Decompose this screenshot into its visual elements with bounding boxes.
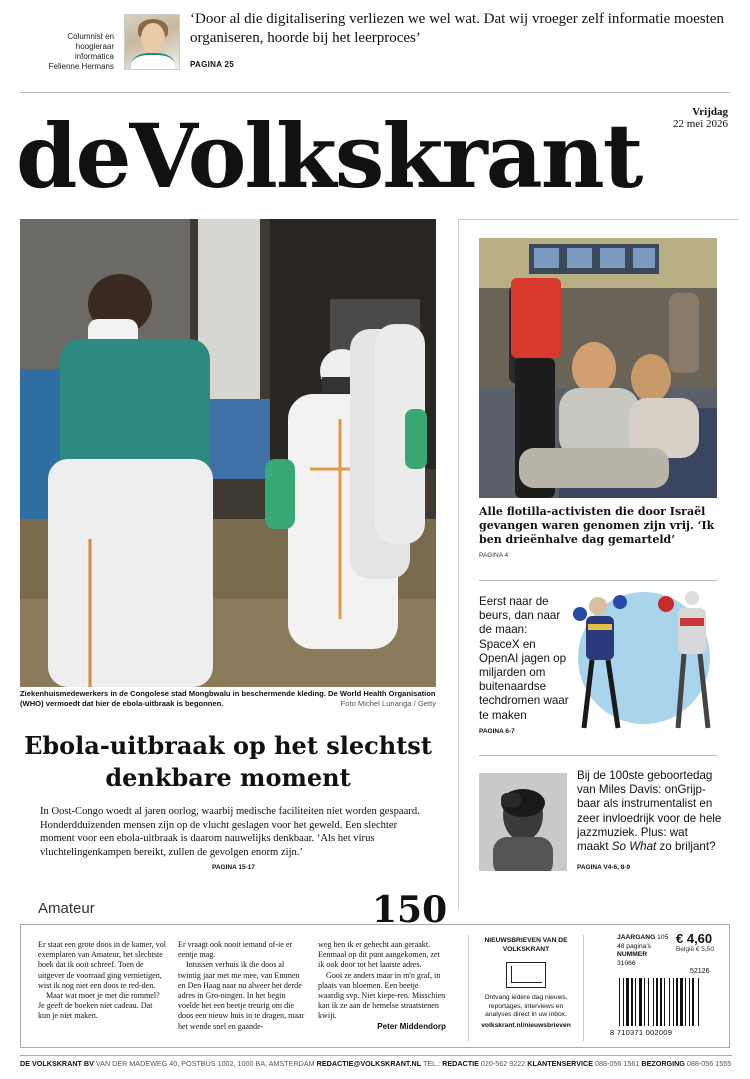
right-divider-2 xyxy=(479,755,717,756)
column-text-3: weg ben ik er gehecht aan geraakt. Eenmaal op dit punt aangekomen, zet ik ook door tot het laatste adres. Gooi ze anders maar in m'n graf, in plaats van bloemen. Een beetje waardig svp. Niet kiepe-ren. Misschien kan ik ze aan de hemelse straatstenen kwijt. Peter Middendorp xyxy=(318,940,446,1031)
photo-credit: Foto Michel Lunanga / Getty xyxy=(340,699,436,708)
main-headline[interactable]: Ebola-uitbraak op het slechtst denkbare moment xyxy=(24,731,432,792)
top-divider xyxy=(20,92,730,93)
envelope-icon xyxy=(506,962,546,988)
column-text-1: Er staat een grote doos in de kamer, vol exemplaren van Amateur, het slechtste boek dat ik ooit schreef. Toen de uitgever de voorraad ging vernietigen, wist ik nog niet een doos te red-den. Maar wat moet je met die rommel? Je geeft de boeken niet cadeau. Dat kun je niet maken. xyxy=(38,940,167,1021)
airport-reunion-illustration xyxy=(479,238,717,498)
newsletter-promo[interactable] xyxy=(468,935,584,1041)
newsletter-url[interactable]: volkskrant.nl/nieuwsbrieven xyxy=(481,1021,571,1029)
columnist-portrait xyxy=(124,14,180,70)
photo-caption: Ziekenhuismedewerkers in de Congolese stad Mongbwalu in beschermende kleding. De World Health Organisation (WHO) vermoedt dat hier de ebola-uitbraak is begonnen. Foto Michel Lunanga / Getty xyxy=(20,689,436,708)
barcode xyxy=(617,978,717,1026)
boxing-robots-illustration xyxy=(570,588,718,738)
issue-price: € 4,60 België € 5,50 xyxy=(676,931,714,953)
footer-email[interactable]: REDACTIE@VOLKSKRANT.NL xyxy=(316,1059,422,1068)
barcode-number: 8 710371 002009 xyxy=(610,1028,673,1037)
footer: DE VOLKSKRANT BV VAN DER MADEWEG 40, POSTBUS 1002, 1000 BA, AMSTERDAM REDACTIE@VOLKSKRANT.NL TEL.: REDACTIE 020-562 9222 KLANTENSERVICE 088-056 1561 BEZORGING 088-056 1555 xyxy=(20,1055,732,1068)
teaser-quote: ‘Door al die digitalisering verliezen we wel wat. Dat wij vroeger zelf informatie moesten organiseren, hoorde bij het leerproces’ xyxy=(190,11,724,46)
issue-info: JAARGANG 105 48 pagina's NUMMER 31066 xyxy=(617,934,669,967)
issue-date: Vrijdag 22 mei 2026 xyxy=(673,106,728,130)
barcode-addon: 52126 xyxy=(690,968,710,975)
ebola-workers-illustration xyxy=(20,219,436,687)
column-number: 150 xyxy=(372,889,448,931)
main-page-ref: PAGINA 15-17 xyxy=(212,864,255,871)
main-story-photo[interactable] xyxy=(20,219,436,687)
top-teaser[interactable] xyxy=(20,10,730,80)
flotilla-photo[interactable] xyxy=(479,238,717,498)
miles-davis-portrait xyxy=(479,773,567,871)
flotilla-page-ref: PAGINA 4 xyxy=(479,552,509,559)
column-text-2: Er vraagt ook nooit iemand of-ie er eentje mag. Intussen verhuis ik die doos al twintig jaar met me mee, van Emmen en Den Haag naar nu alweer het derde adres in Gro-ningen. In het begin voelde het een beetje treurig om die doos een nieuw huis in te dragen, maar het wende snel en gaande- xyxy=(178,940,305,1031)
right-divider-1 xyxy=(479,580,717,581)
newsletter-title: NIEUWSBRIEVEN VAN DE VOLKSKRANT xyxy=(484,937,568,953)
space-teaser-text[interactable]: Eerst naar de beurs, dan naar de maan: SpaceX en OpenAI jagen op miljarden om buitenaardse techdromen waar te maken xyxy=(479,595,569,722)
teaser-credit: Columnist en hoogleraar informatica Felienne Hermans xyxy=(48,32,114,71)
newsletter-text: Ontvang iedere dag nieuws, reportages, interviews en analyses direct in uw inbox. xyxy=(484,994,568,1019)
space-page-ref: PAGINA 6-7 xyxy=(479,728,515,735)
main-lead: In Oost-Congo woedt al jaren oorlog, waarbij medische faciliteiten niet worden gespaard. Honderdduizenden mensen zijn op de vlucht geslagen voor het geweld. Een slechter moment voor een ebola-uitbraak is daarom nauwelijks denkbaar. ‘Als het virus vluchtelingenkampen bereikt, zullen de gevolgen enorm zijn.’ xyxy=(40,806,420,858)
flotilla-headline[interactable]: Alle flotilla-activisten die door Israël gevangen waren genomen zijn vrij. ‘Ik ben drieënhalve dag gemarteld’ xyxy=(479,505,715,546)
column-label: Amateur xyxy=(38,900,95,917)
miles-page-ref: PAGINA V4-6, 8-9 xyxy=(577,864,631,871)
miles-teaser-text[interactable]: Bij de 100ste geboortedag van Miles Davis: onGrijp-baar als instrumentalist en zeer invloedrijk voor de hele jazzmuziek. Plus: wat maakt So What zo briljant? xyxy=(577,769,722,854)
miles-davis-photo[interactable] xyxy=(479,773,567,871)
teaser-page: PAGINA 25 xyxy=(190,60,235,69)
column-byline: Peter Middendorp xyxy=(377,1021,446,1031)
masthead-logo: deVolkskrant xyxy=(16,104,642,208)
